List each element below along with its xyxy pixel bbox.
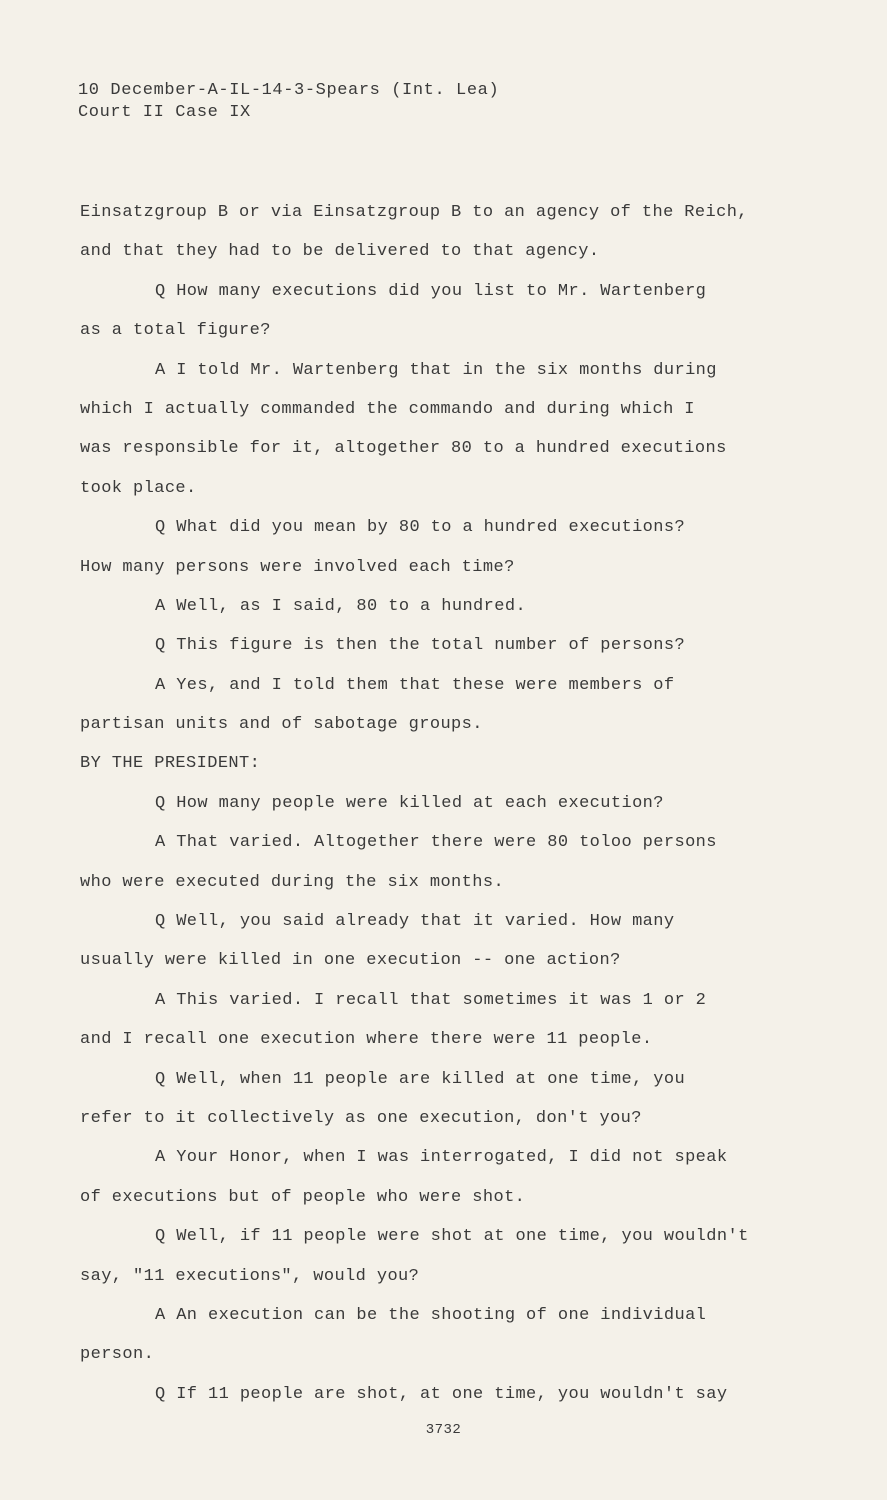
transcript-line: Q What did you mean by 80 to a hundred executions? xyxy=(155,518,686,538)
transcript-line: Q Well, you said already that it varied. How many xyxy=(155,912,675,932)
transcript-line: A Yes, and I told them that these were members of xyxy=(155,675,675,695)
header-line-1: 10 December-A-IL-14-3-Spears (Int. Lea) xyxy=(78,81,500,100)
transcript-line: How many persons were involved each time? xyxy=(80,557,515,577)
transcript-line: Q Well, if 11 people were shot at one time, you wouldn't xyxy=(155,1227,749,1247)
transcript-line: usually were killed in one execution -- one action? xyxy=(80,951,621,971)
header-line-2: Court II Case IX xyxy=(78,103,251,122)
page-number: 3732 xyxy=(425,1422,462,1438)
transcript-line: Q How many people were killed at each execution? xyxy=(155,793,664,813)
transcript-line: A That varied. Altogether there were 80 toloo persons xyxy=(155,833,717,853)
transcript-body xyxy=(80,193,820,1414)
transcript-line: was responsible for it, altogether 80 to a hundred executions xyxy=(80,439,727,459)
transcript-line: Q Well, when 11 people are killed at one time, you xyxy=(155,1069,686,1089)
transcript-line: A Well, as I said, 80 to a hundred. xyxy=(155,596,527,616)
transcript-line: say, "11 executions", would you? xyxy=(80,1266,420,1286)
transcript-line: Q This figure is then the total number of persons? xyxy=(155,636,686,656)
transcript-line: A This varied. I recall that sometimes it was 1 or 2 xyxy=(155,990,707,1010)
transcript-line: A An execution can be the shooting of one individual xyxy=(155,1305,707,1325)
transcript-line: A I told Mr. Wartenberg that in the six months during xyxy=(155,360,717,380)
transcript-line: who were executed during the six months. xyxy=(80,872,505,892)
transcript-line: person. xyxy=(80,1345,155,1365)
transcript-line: took place. xyxy=(80,478,197,498)
transcript-line: partisan units and of sabotage groups. xyxy=(80,715,483,735)
transcript-line: Einsatzgroup B or via Einsatzgroup B to an agency of the Reich, xyxy=(80,203,748,222)
transcript-line: Q If 11 people are shot, at one time, you wouldn't say xyxy=(155,1384,728,1404)
transcript-line: which I actually commanded the commando and during which I xyxy=(80,399,695,419)
transcript-line: Q How many executions did you list to Mr. Wartenberg xyxy=(155,281,707,301)
transcript-line: as a total figure? xyxy=(80,321,271,341)
transcript-line: and that they had to be delivered to that agency. xyxy=(80,242,600,262)
transcript-line: A Your Honor, when I was interrogated, I did not speak xyxy=(155,1148,728,1168)
transcript-line: refer to it collectively as one execution, don't you? xyxy=(80,1108,642,1128)
document-header xyxy=(78,80,499,124)
transcript-line: BY THE PRESIDENT: xyxy=(80,754,261,774)
transcript-line: of executions but of people who were shot. xyxy=(80,1187,526,1207)
transcript-line: and I recall one execution where there were 11 people. xyxy=(80,1030,653,1050)
